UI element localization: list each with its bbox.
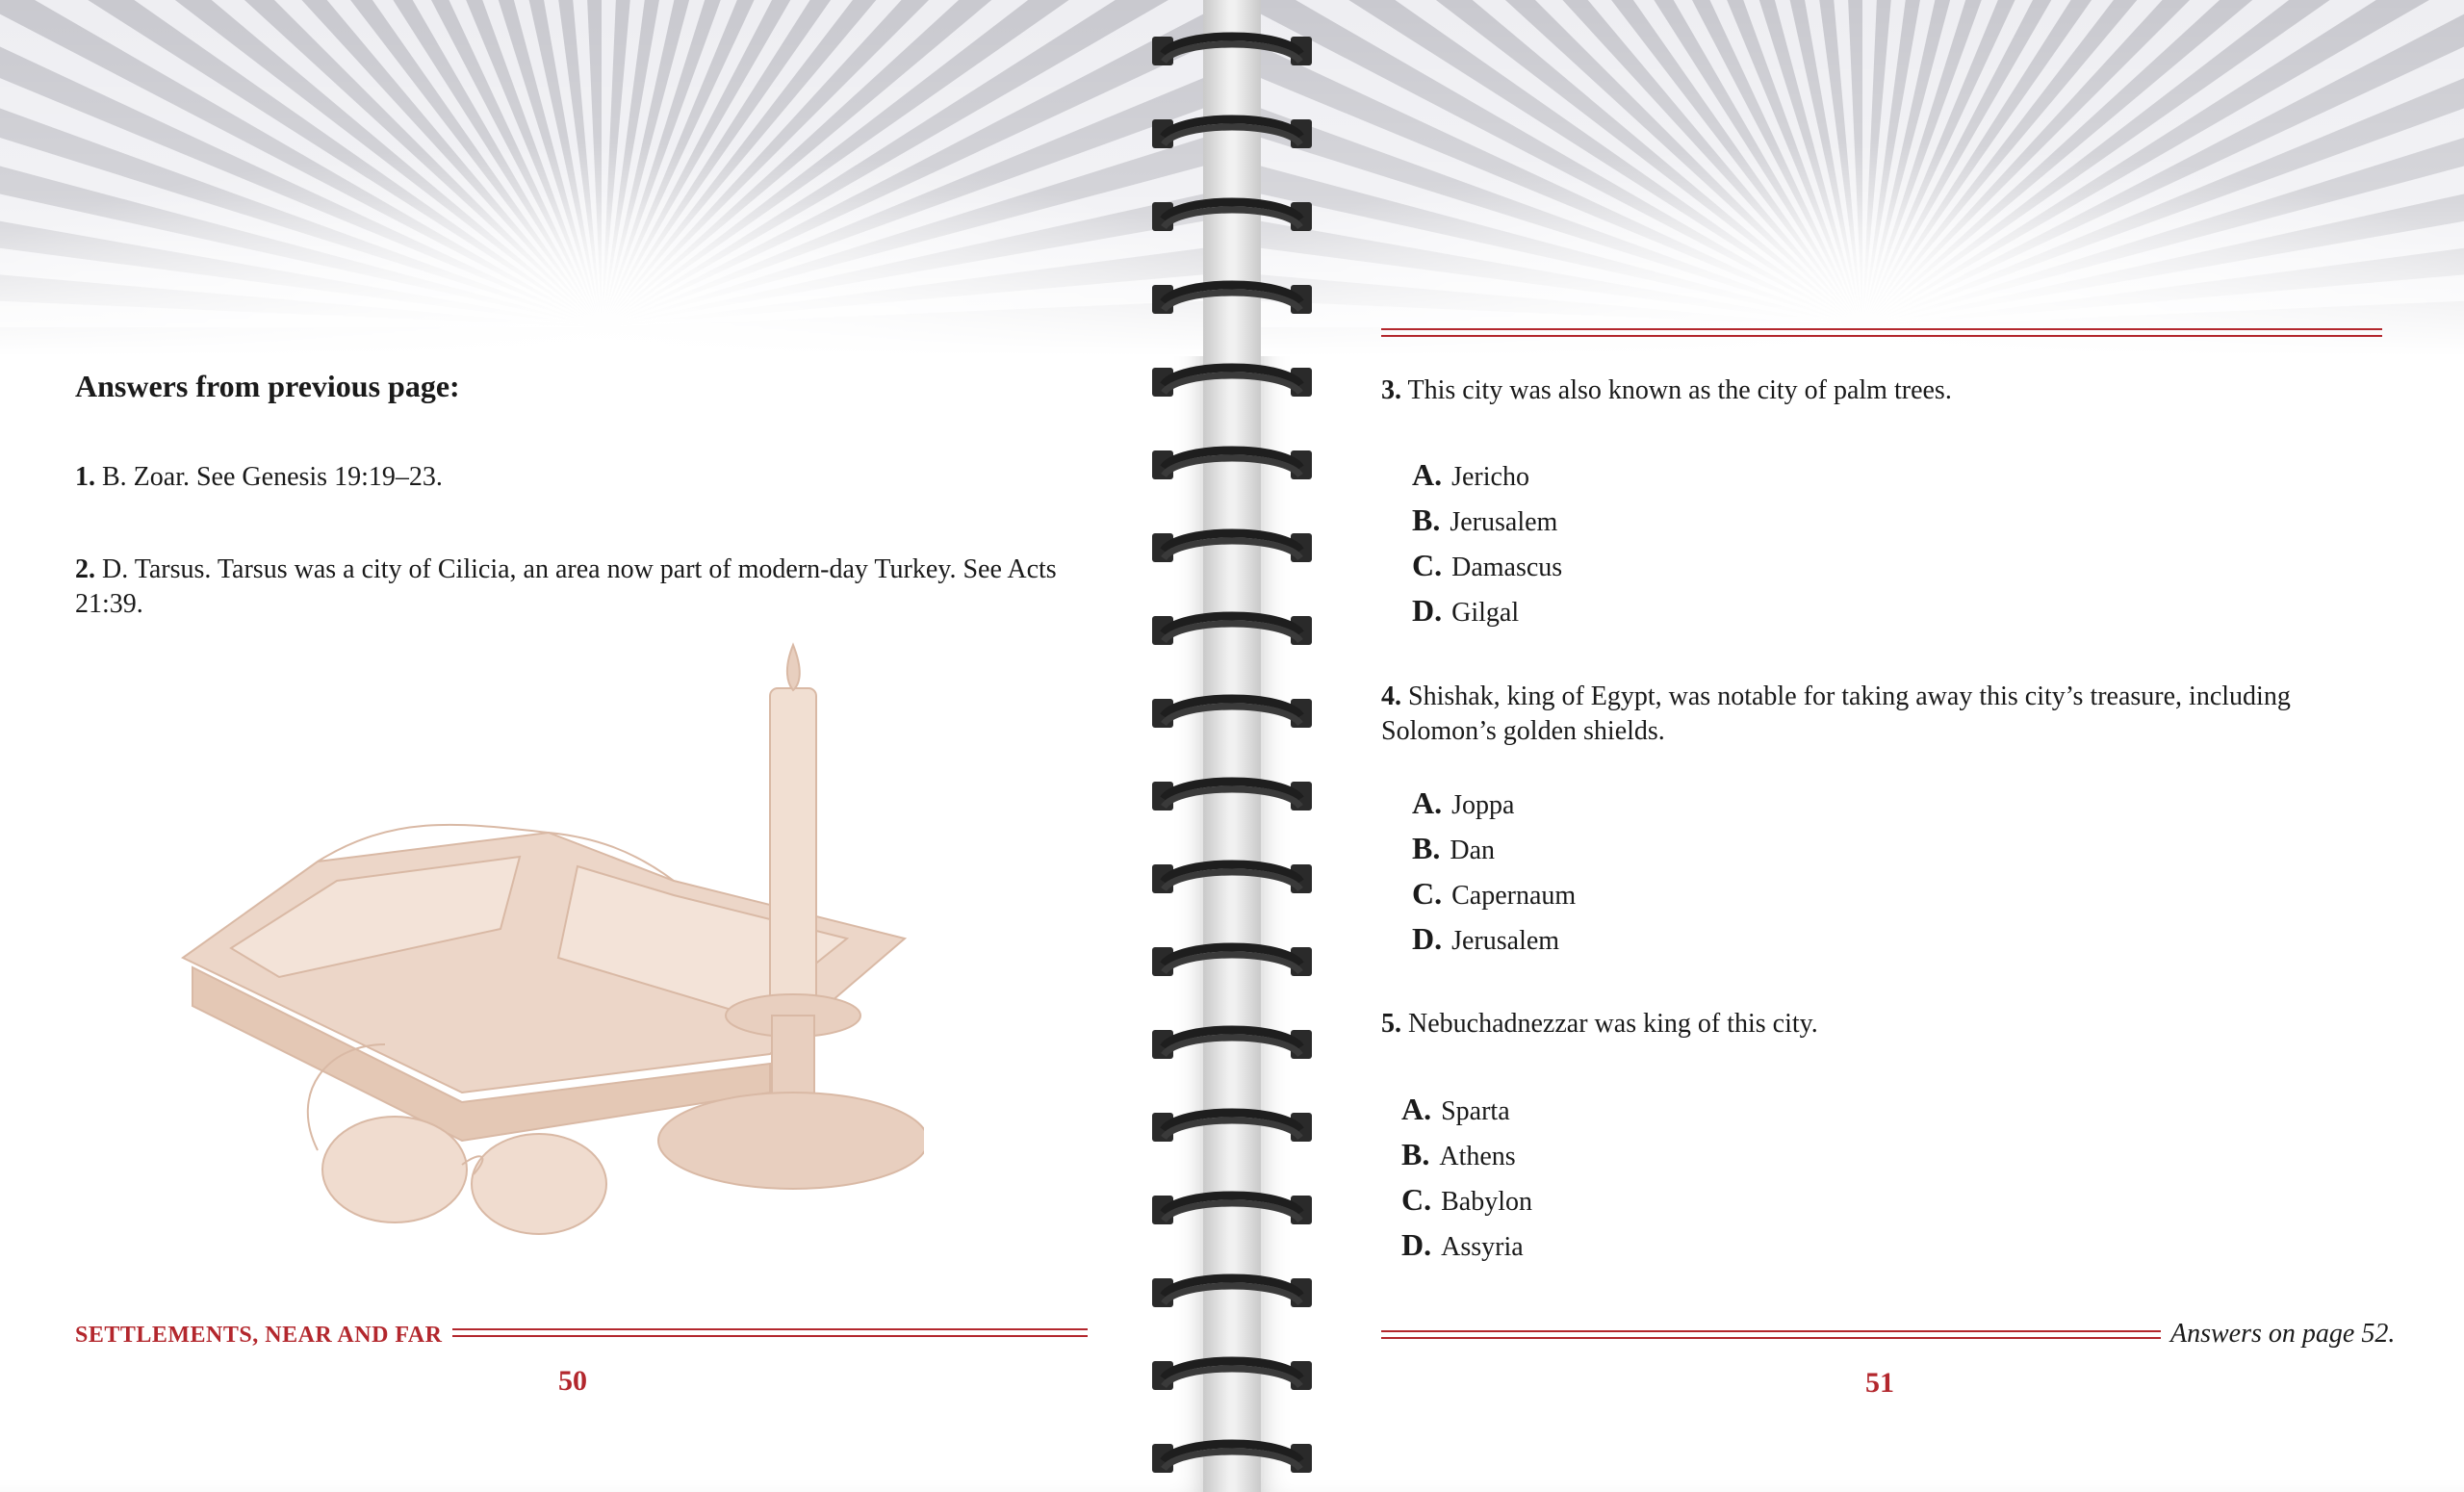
- option-text: Athens: [1439, 1142, 1516, 1171]
- answer-2: [75, 553, 1086, 622]
- footer-rule: [1381, 1330, 2161, 1339]
- coil-loop: [1164, 541, 1300, 558]
- option-text: Damascus: [1451, 553, 1563, 582]
- answers-note: Answers on page 52.: [2170, 1319, 2396, 1349]
- page-number-right: 51: [1865, 1367, 1894, 1399]
- sunburst-header: [0, 0, 1203, 356]
- coil-loop: [1164, 127, 1300, 144]
- option-text: Jerusalem: [1450, 507, 1558, 537]
- option-text: Assyria: [1441, 1232, 1524, 1262]
- question-number: 4.: [1381, 682, 1401, 711]
- option-text: Capernaum: [1451, 881, 1577, 911]
- option-a: [1412, 782, 1576, 827]
- bible-candle-illustration: [173, 640, 924, 1237]
- coil-loop: [1164, 1203, 1300, 1221]
- option-c: [1412, 544, 1562, 589]
- option-text: Gilgal: [1451, 598, 1520, 628]
- coil-loop: [1164, 1286, 1300, 1303]
- option-text: Joppa: [1451, 790, 1515, 820]
- answer-1: [75, 460, 1086, 495]
- option-b: [1412, 499, 1562, 544]
- answer-text: D. Tarsus. Tarsus was a city of Cilicia, an area now part of modern-day Turkey. See Acts 21:39.: [75, 554, 1057, 619]
- option-letter: B.: [1401, 1137, 1430, 1171]
- option-letter: D.: [1412, 921, 1443, 956]
- coil-loop: [1164, 624, 1300, 641]
- coil-loop: [1164, 707, 1300, 724]
- page-number-left: 50: [558, 1365, 587, 1397]
- option-letter: C.: [1412, 876, 1443, 911]
- option-letter: A.: [1401, 1092, 1432, 1126]
- footer-rule: [452, 1328, 1088, 1337]
- option-text: Dan: [1450, 836, 1495, 865]
- option-letter: C.: [1412, 548, 1443, 582]
- option-letter: D.: [1401, 1227, 1432, 1262]
- answer-number: 2.: [75, 554, 95, 584]
- spiral-binding: [1141, 0, 1323, 1492]
- coil-loop: [1164, 1369, 1300, 1386]
- question-text: Nebuchadnezzar was king of this city.: [1408, 1009, 1818, 1039]
- coil-loop: [1164, 375, 1300, 393]
- coil-loop: [1164, 1120, 1300, 1138]
- sunburst-header: [1261, 0, 2464, 356]
- options-q4: [1412, 782, 1576, 963]
- coil-loop: [1164, 1038, 1300, 1055]
- question-number: 5.: [1381, 1009, 1401, 1039]
- answer-text: B. Zoar. See Genesis 19:19–23.: [102, 462, 443, 492]
- option-b: [1412, 827, 1576, 872]
- coil-loop: [1164, 1452, 1300, 1469]
- answers-heading: Answers from previous page:: [75, 369, 460, 403]
- coil-loop: [1164, 872, 1300, 889]
- question-number: 3.: [1381, 375, 1401, 405]
- section-title: SETTLEMENTS, NEAR AND FAR: [75, 1323, 443, 1348]
- option-letter: C.: [1401, 1182, 1432, 1217]
- option-a: [1401, 1088, 1532, 1133]
- options-q5: [1401, 1088, 1532, 1269]
- option-letter: B.: [1412, 502, 1441, 537]
- option-c: [1412, 872, 1576, 917]
- coil-loop: [1164, 789, 1300, 807]
- option-d: [1412, 917, 1576, 963]
- option-c: [1401, 1178, 1532, 1223]
- option-d: [1412, 589, 1562, 634]
- answer-number: 1.: [75, 462, 95, 492]
- option-text: Jerusalem: [1451, 926, 1560, 956]
- options-q3: [1412, 453, 1562, 634]
- question-text: This city was also known as the city of palm trees.: [1407, 375, 1952, 405]
- coil-loop: [1164, 955, 1300, 972]
- option-letter: B.: [1412, 831, 1441, 865]
- option-b: [1401, 1133, 1532, 1178]
- option-text: Babylon: [1441, 1187, 1532, 1217]
- option-a: [1412, 453, 1562, 499]
- coil-loop: [1164, 458, 1300, 476]
- header-rule: [1381, 328, 2382, 337]
- option-d: [1401, 1223, 1532, 1269]
- coil-loop: [1164, 210, 1300, 227]
- question-5: [1381, 1007, 2373, 1042]
- question-text: Shishak, king of Egypt, was notable for taking away this city’s treasure, including Solomon’s golden shields.: [1381, 682, 2291, 746]
- option-letter: D.: [1412, 593, 1443, 628]
- coil-loop: [1164, 44, 1300, 62]
- coil-loop: [1164, 293, 1300, 310]
- option-letter: A.: [1412, 457, 1443, 492]
- option-text: Sparta: [1441, 1096, 1510, 1126]
- left-page: [0, 0, 1203, 1492]
- option-text: Jericho: [1451, 462, 1529, 492]
- option-letter: A.: [1412, 785, 1443, 820]
- question-3: [1381, 373, 2373, 408]
- question-4: [1381, 680, 2373, 749]
